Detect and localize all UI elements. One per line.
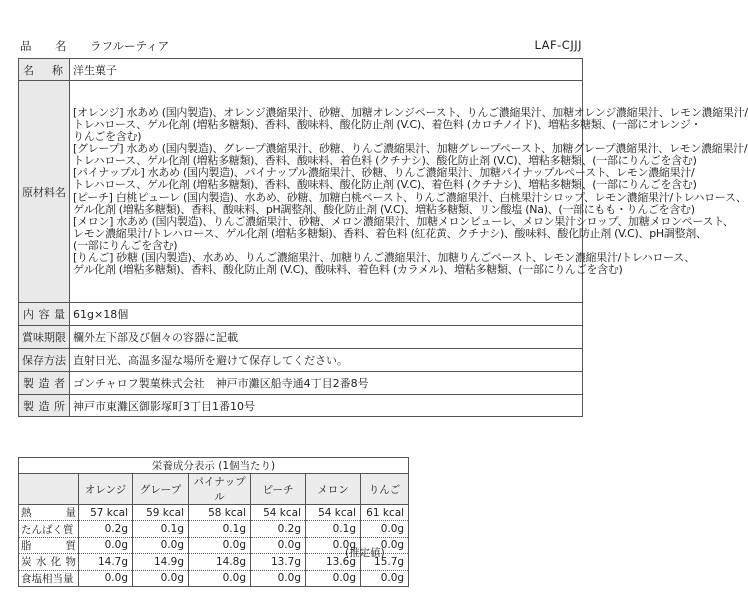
value-cell: 0.1g: [133, 521, 189, 537]
row-label: 食塩相当量: [19, 570, 79, 586]
row-label: 脂 質: [19, 537, 79, 553]
value-cell: 0.1g: [306, 521, 361, 537]
column-header: ピーチ: [251, 474, 306, 505]
value-cell: 61 kcal: [361, 505, 409, 521]
value-cell: 58 kcal: [189, 505, 251, 521]
ingredients-label: 原材料名: [19, 81, 70, 303]
expiry-label: 賞味期限: [19, 326, 70, 349]
value-cell: 15.7g: [361, 554, 409, 570]
product-name: ラフルーティア: [90, 39, 170, 53]
row-label: 熱 量: [19, 505, 79, 521]
nutrition-row-protein: [19, 521, 409, 537]
maker-label: 製 造 者: [19, 372, 70, 395]
storage-value: 直射日光、高温多湿な場所を避けて保存してください。: [70, 349, 583, 372]
ingredients-apple: [りんご] 砂糖 (国内製造)、水あめ、りんご濃縮果汁、加糖りんご濃縮果汁、加糖りんごペースト、レモン濃縮果汁/トレハロース、 ゲル化剤 (増粘多糖類)、香料、酸化防止剤 (V.C)、酸味料、着色料 (カラメル)、増粘多糖類、(一部にりんごを含む): [73, 250, 695, 277]
corner-cell: [19, 474, 79, 505]
value-cell: 54 kcal: [306, 505, 361, 521]
value-cell: 0.0g: [361, 570, 409, 586]
value-cell: 13.6g: [306, 554, 361, 570]
plant-row: [19, 395, 583, 417]
plant-value: 神戸市東灘区御影塚町3丁目1番10号: [70, 395, 583, 417]
nutrition-row-energy: [19, 505, 409, 521]
value-cell: 57 kcal: [79, 505, 133, 521]
product-header: [18, 38, 582, 54]
plant-label: 製 造 所: [19, 395, 70, 417]
value-cell: 0.0g: [251, 537, 306, 553]
value-cell: 59 kcal: [133, 505, 189, 521]
storage-row: [19, 349, 583, 372]
amount-value: 61g×18個: [70, 303, 583, 326]
column-header: りんご: [361, 474, 409, 505]
row-label: たんぱく質: [19, 521, 79, 537]
spec-table: [18, 58, 748, 417]
row-label: 炭 水 化 物: [19, 554, 79, 570]
value-cell: 0.0g: [189, 570, 251, 586]
column-header: グレープ: [133, 474, 189, 505]
category-row: [19, 59, 583, 81]
value-cell: 0.2g: [79, 521, 133, 537]
amount-label: 内 容 量: [19, 303, 70, 326]
nutrition-row-salt: [19, 570, 409, 586]
column-header: パイナップル: [189, 474, 251, 505]
value-cell: 14.9g: [133, 554, 189, 570]
value-cell: 0.0g: [79, 537, 133, 553]
value-cell: 0.0g: [306, 537, 361, 553]
maker-value: ゴンチャロフ製菓株式会社 神戸市灘区船寺通4丁目2番8号: [70, 372, 583, 395]
value-cell: 0.0g: [306, 570, 361, 586]
product-name-label-2: 名: [55, 39, 67, 53]
ingredients-orange: [オレンジ] 水あめ (国内製造)、オレンジ濃縮果汁、砂糖、加糖オレンジペースト、りんご濃縮果汁、加糖オレンジ濃縮果汁、レモン濃縮果汁/ トレハロース、ゲル化剤 (増粘多糖類)、香料、酸味料、酸化防止剤 (V.C)、着色料 (カロチノイド)、増粘多糖類、(一部にオレンジ・ りんごを含む): [73, 105, 748, 144]
value-cell: 0.0g: [133, 537, 189, 553]
ingredients-peach: [ピーチ] 白桃ピューレ (国内製造)、水あめ、砂糖、加糖白桃ペースト、りんご濃縮果汁、白桃果汁シロップ、レモン濃縮果汁/トレハロース、 ゲル化剤 (増粘多糖類)、香料、酸味料、pH調整剤、酸化防止剤 (V.C)、増粘多糖類、リン酸塩 (Na)、(一部にもも・りんごを含む): [73, 190, 747, 216]
value-cell: 14.7g: [79, 554, 133, 570]
value-cell: 14.8g: [189, 554, 251, 570]
category-value: 洋生菓子: [70, 59, 583, 81]
value-cell: 54 kcal: [251, 505, 306, 521]
nutrition-title: 栄養成分表示 (1個当たり): [19, 458, 409, 474]
nutrition-header-row: [19, 474, 409, 505]
nutrition-caption-row: [19, 458, 409, 474]
value-cell: 0.0g: [361, 537, 409, 553]
ingredients-grape: [グレープ] 水あめ (国内製造)、グレープ濃縮果汁、砂糖、りんご濃縮果汁、加糖グレープペースト、加糖グレープ濃縮果汁、レモン濃縮果汁/ トレハロース、ゲル化剤 (増粘多糖類)、香料、酸味料、着色料 (クチナシ)、酸化防止剤 (V.C)、増粘多糖類、(一部にりんごを含む): [73, 142, 748, 168]
value-cell: 0.0g: [79, 570, 133, 586]
amount-row: [19, 303, 583, 326]
value-cell: 0.0g: [133, 570, 189, 586]
expiry-row: [19, 326, 583, 349]
ingredients-melon: [メロン] 水あめ (国内製造)、りんご濃縮果汁、砂糖、メロン濃縮果汁、加糖メロンピューレ、メロン果汁シロップ、加糖メロンペースト、 レモン濃縮果汁/トレハロース、ゲル化剤 (増粘多糖類)、香料、着色料 (紅花黄、クチナシ)、酸味料、酸化防止剤 (V.C)、pH調整剤、 (一部にりんごを含む): [73, 214, 734, 252]
value-cell: 0.0g: [361, 521, 409, 537]
ingredients-pineapple: [パイナップル] 水あめ (国内製造)、パイナップル濃縮果汁、砂糖、りんご濃縮果汁、加糖パイナップルペースト、レモン濃縮果汁/ トレハロース、ゲル化剤 (増粘多糖類)、香料、酸味料、酸化防止剤 (V.C)、着色料 (クチナシ)、増粘多糖類、(一部にりんごを含む): [73, 166, 697, 192]
value-cell: 0.0g: [251, 570, 306, 586]
column-header: メロン: [306, 474, 361, 505]
value-cell: 0.1g: [189, 521, 251, 537]
nutrition-table: [18, 457, 409, 587]
column-header: オレンジ: [79, 474, 133, 505]
category-label: 名 称: [19, 59, 70, 81]
value-cell: 0.2g: [251, 521, 306, 537]
value-cell: 0.0g: [189, 537, 251, 553]
storage-label: 保存方法: [19, 349, 70, 372]
ingredients-value: [70, 81, 748, 303]
estimate-note: (推定値): [345, 547, 385, 559]
ingredients-row: [19, 81, 583, 303]
product-code: LAF-CJJJ: [534, 38, 582, 52]
value-cell: 13.7g: [251, 554, 306, 570]
expiry-value: 欄外左下部及び個々の容器に記載: [70, 326, 583, 349]
product-name-label-1: 品: [20, 39, 32, 53]
maker-row: [19, 372, 583, 395]
